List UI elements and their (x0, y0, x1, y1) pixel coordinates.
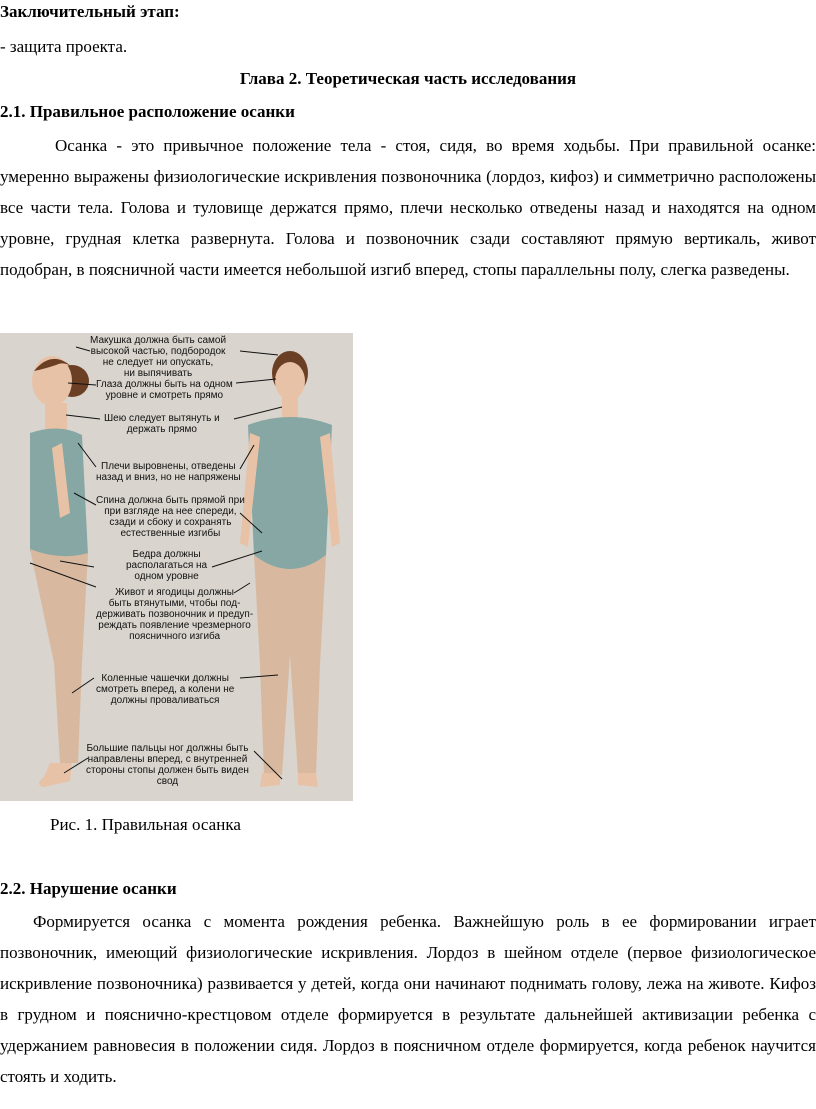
annotation-crown: Макушка должна быть самой высокой частью, подбородок не следует ни опускать, ни выпячивать (90, 335, 227, 379)
annotation-neck: Шею следует вытянуть и держать прямо (104, 413, 220, 435)
section-1-paragraph: Осанка - это привычное положение тела - стоя, сидя, во время ходьбы. При правильной осанке: умеренно выражены физиологические искривления позвоночника (лордоз, кифоз) и симметрично расположены все части тела. Голова и туловище держатся прямо, плечи несколько отведены назад и находятся на одном уровне, грудная клетка развернута. Голова и позвоночник сзади составляют прямую вертикаль, живот подобран, в поясничной части имеется небольшой изгиб вперед, стопы параллельны полу, слегка разведены. (0, 136, 816, 279)
annotation-abdomen: Живот и ягодицы должны быть втянутыми, чтобы под- держивать позвоночник и предуп- реждать появление чрезмерного поясничного изгиба (96, 587, 254, 642)
final-stage-heading: Заключительный этап: (0, 2, 180, 21)
front-view-figure (240, 351, 340, 787)
side-view-figure (30, 356, 89, 787)
annotation-shoulders: Плечи выровнены, отведены назад и вниз, но не напряжены (96, 461, 241, 483)
annotation-knees: Коленные чашечки должны смотреть вперед, а колени не должны проваливаться (96, 673, 235, 706)
section-2-title: 2.2. Нарушение осанки (0, 879, 177, 898)
annotation-back: Спина должна быть прямой при при взгляде на нее спереди, сзади и сбоку и сохранять естественные изгибы (96, 495, 245, 539)
annotation-toes: Большие пальцы ног должны быть направлены вперед, с внутренней стороны стопы должен быть виден свод (86, 743, 249, 787)
section-2-paragraph: Формируется осанка с момента рождения ребенка. Важнейшую роль в ее формировании играет позвоночник, имеющий физиологические искривления. Лордоз в шейном отделе (первое физиологическое искривление позвоночника) развивается у детей, когда они начинают поднимать голову, лежа на животе. Кифоз в грудном и пояснично-крестцовом отделе формируется в результате дальнейшей активизации ребенка с удержанием равновесия в положении сидя. Лордоз в поясничном отделе формируется, когда ребенок научится стоять и ходить. (0, 912, 816, 1086)
figure-caption: Рис. 1. Правильная осанка (50, 815, 241, 834)
posture-figure (0, 333, 353, 801)
project-defense-item: - защита проекта. (0, 37, 128, 56)
section-1-title: 2.1. Правильное расположение осанки (0, 102, 295, 121)
annotation-hips: Бедра должны располагаться на одном уровне (126, 549, 208, 582)
annotation-eyes: Глаза должны быть на одном уровне и смотреть прямо (96, 379, 233, 401)
chapter-title: Глава 2. Теоретическая часть исследования (239, 69, 577, 88)
